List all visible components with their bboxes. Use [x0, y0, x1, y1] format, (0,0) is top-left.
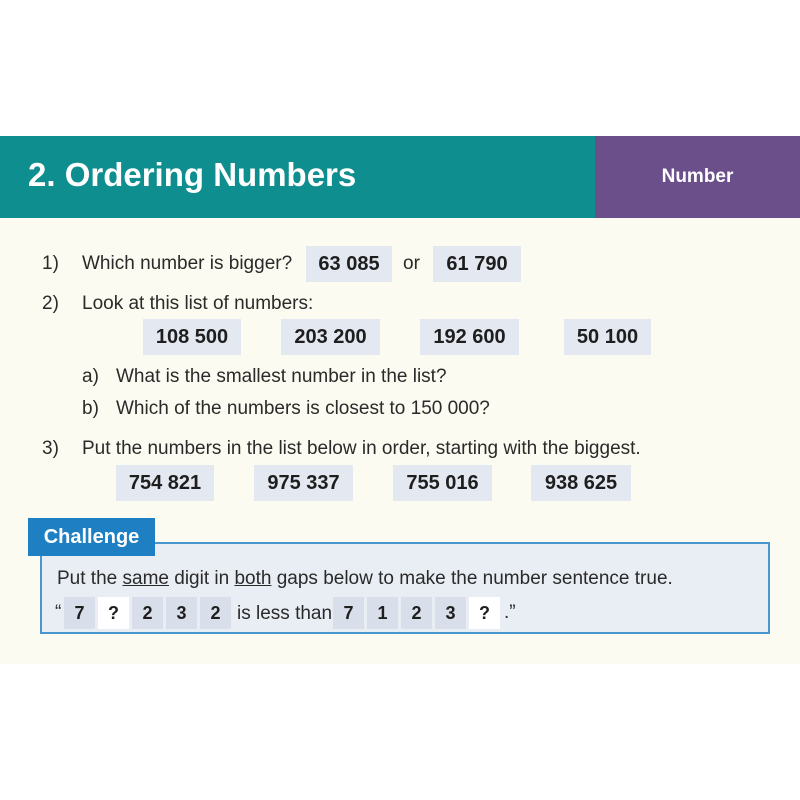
q3-list-number: 755 016 [393, 465, 492, 501]
question-1-text: Which number is bigger? [82, 253, 293, 274]
q2-part-b-label: b) [82, 398, 99, 419]
q1-or: or [403, 253, 420, 274]
digit-cell: 2 [401, 597, 432, 629]
question-2-number: 2) [42, 293, 59, 314]
close-quote: .” [504, 602, 516, 623]
q2-list-number: 108 500 [143, 319, 241, 355]
topic-bar [595, 136, 800, 218]
q3-list-number: 938 625 [531, 465, 631, 501]
gap-cell[interactable]: ? [98, 597, 129, 629]
question-3-text: Put the numbers in the list below in order, starting with the biggest. [82, 438, 641, 459]
q3-list-number: 975 337 [254, 465, 353, 501]
page-title: 2. Ordering Numbers [28, 156, 357, 193]
gap-cell[interactable]: ? [469, 597, 500, 629]
challenge-text-part: gaps below to make the number sentence true. [271, 568, 673, 589]
open-quote: “ [55, 602, 62, 623]
q1-number-a: 63 085 [306, 246, 392, 282]
digit-cell: 7 [333, 597, 364, 629]
comparison-text: is less than [237, 603, 333, 624]
digit-cell: 7 [64, 597, 95, 629]
challenge-text-same: same [122, 568, 169, 589]
title-bar [0, 136, 595, 218]
digit-cell: 2 [132, 597, 163, 629]
digit-cell: 2 [200, 597, 231, 629]
challenge-instructions [57, 568, 673, 590]
challenge-text-part: digit in [168, 568, 235, 589]
q2-part-a-label: a) [82, 366, 99, 387]
question-3-number: 3) [42, 438, 59, 459]
q2-part-a-text: What is the smallest number in the list? [116, 366, 447, 387]
q2-list-number: 50 100 [564, 319, 651, 355]
q1-number-b: 61 790 [433, 246, 521, 282]
q2-list-number: 203 200 [281, 319, 380, 355]
topic-tag: Number [661, 166, 734, 187]
digit-cell: 1 [367, 597, 398, 629]
challenge-text-part: Put the [57, 568, 123, 589]
question-1-number: 1) [42, 253, 59, 274]
digit-cell: 3 [435, 597, 466, 629]
q2-part-b-text: Which of the numbers is closest to 150 000? [116, 398, 490, 419]
q3-list-number: 754 821 [116, 465, 214, 501]
q2-list-number: 192 600 [420, 319, 519, 355]
header-banner [0, 136, 800, 218]
challenge-text-both: both [234, 568, 272, 589]
digit-cell: 3 [166, 597, 197, 629]
question-2-text: Look at this list of numbers: [82, 293, 314, 314]
challenge-label: Challenge [28, 518, 155, 556]
